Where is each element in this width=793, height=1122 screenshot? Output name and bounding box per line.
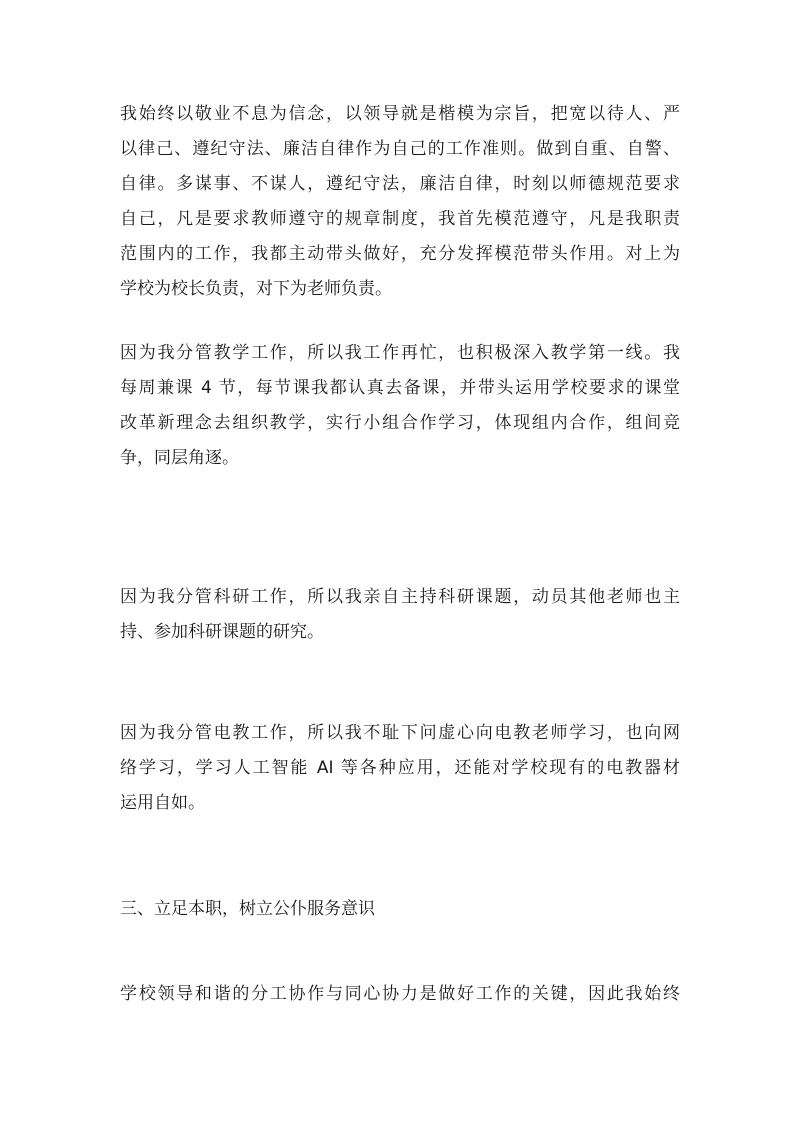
- paragraph-teaching: [120, 336, 680, 476]
- section-heading: [120, 892, 680, 927]
- paragraph-line: 自律。多谋事、不谋人，遵纪守法，廉洁自律，时刻以师德规范要求: [120, 174, 680, 194]
- paragraph-line: 改革新理念去组织教学，实行小组合作学习，体现组内合作，组间竞: [120, 413, 680, 433]
- paragraph-line: 学校领导和谐的分工协作与同心协力是做好工作的关键，因此我始终: [120, 984, 680, 1004]
- paragraph-line: 持、参加科研课题的研究。: [120, 622, 324, 642]
- paragraph-line: 自己，凡是要求教师遵守的规章制度，我首先模范遵守，凡是我职责: [120, 209, 680, 229]
- paragraph-line: 因为我分管电教工作，所以我不耻下问虚心向电教老师学习，也向网: [120, 723, 680, 743]
- paragraph-integrity: [120, 97, 680, 307]
- paragraph-line: 以律己、遵纪守法、廉洁自律作为自己的工作准则。做到自重、自警、: [120, 139, 680, 159]
- paragraph-cooperation: [120, 977, 680, 1012]
- paragraph-line: 每周兼课 4 节，每节课我都认真去备课，并带头运用学校要求的课堂: [120, 378, 680, 398]
- paragraph-line: 我始终以敬业不息为信念，以领导就是楷模为宗旨，把宽以待人、严: [120, 104, 680, 124]
- paragraph-line: 因为我分管教学工作，所以我工作再忙，也积极深入教学第一线。我: [120, 343, 680, 363]
- section-heading-text: 三、立足本职，树立公仆服务意识: [120, 899, 375, 919]
- paragraph-line: 运用自如。: [120, 793, 205, 813]
- paragraph-line: 学校为校长负责，对下为老师负责。: [120, 279, 392, 299]
- paragraph-research: [120, 580, 680, 650]
- paragraph-line: 因为我分管科研工作，所以我亲自主持科研课题，动员其他老师也主: [120, 587, 680, 607]
- paragraph-line: 争，同层角逐。: [120, 448, 239, 468]
- paragraph-line: 络学习，学习人工智能 AI 等各种应用，还能对学校现有的电教器材: [120, 758, 680, 778]
- paragraph-line: 范围内的工作，我都主动带头做好，充分发挥模范带头作用。对上为: [120, 244, 680, 264]
- paragraph-e-education: [120, 716, 680, 821]
